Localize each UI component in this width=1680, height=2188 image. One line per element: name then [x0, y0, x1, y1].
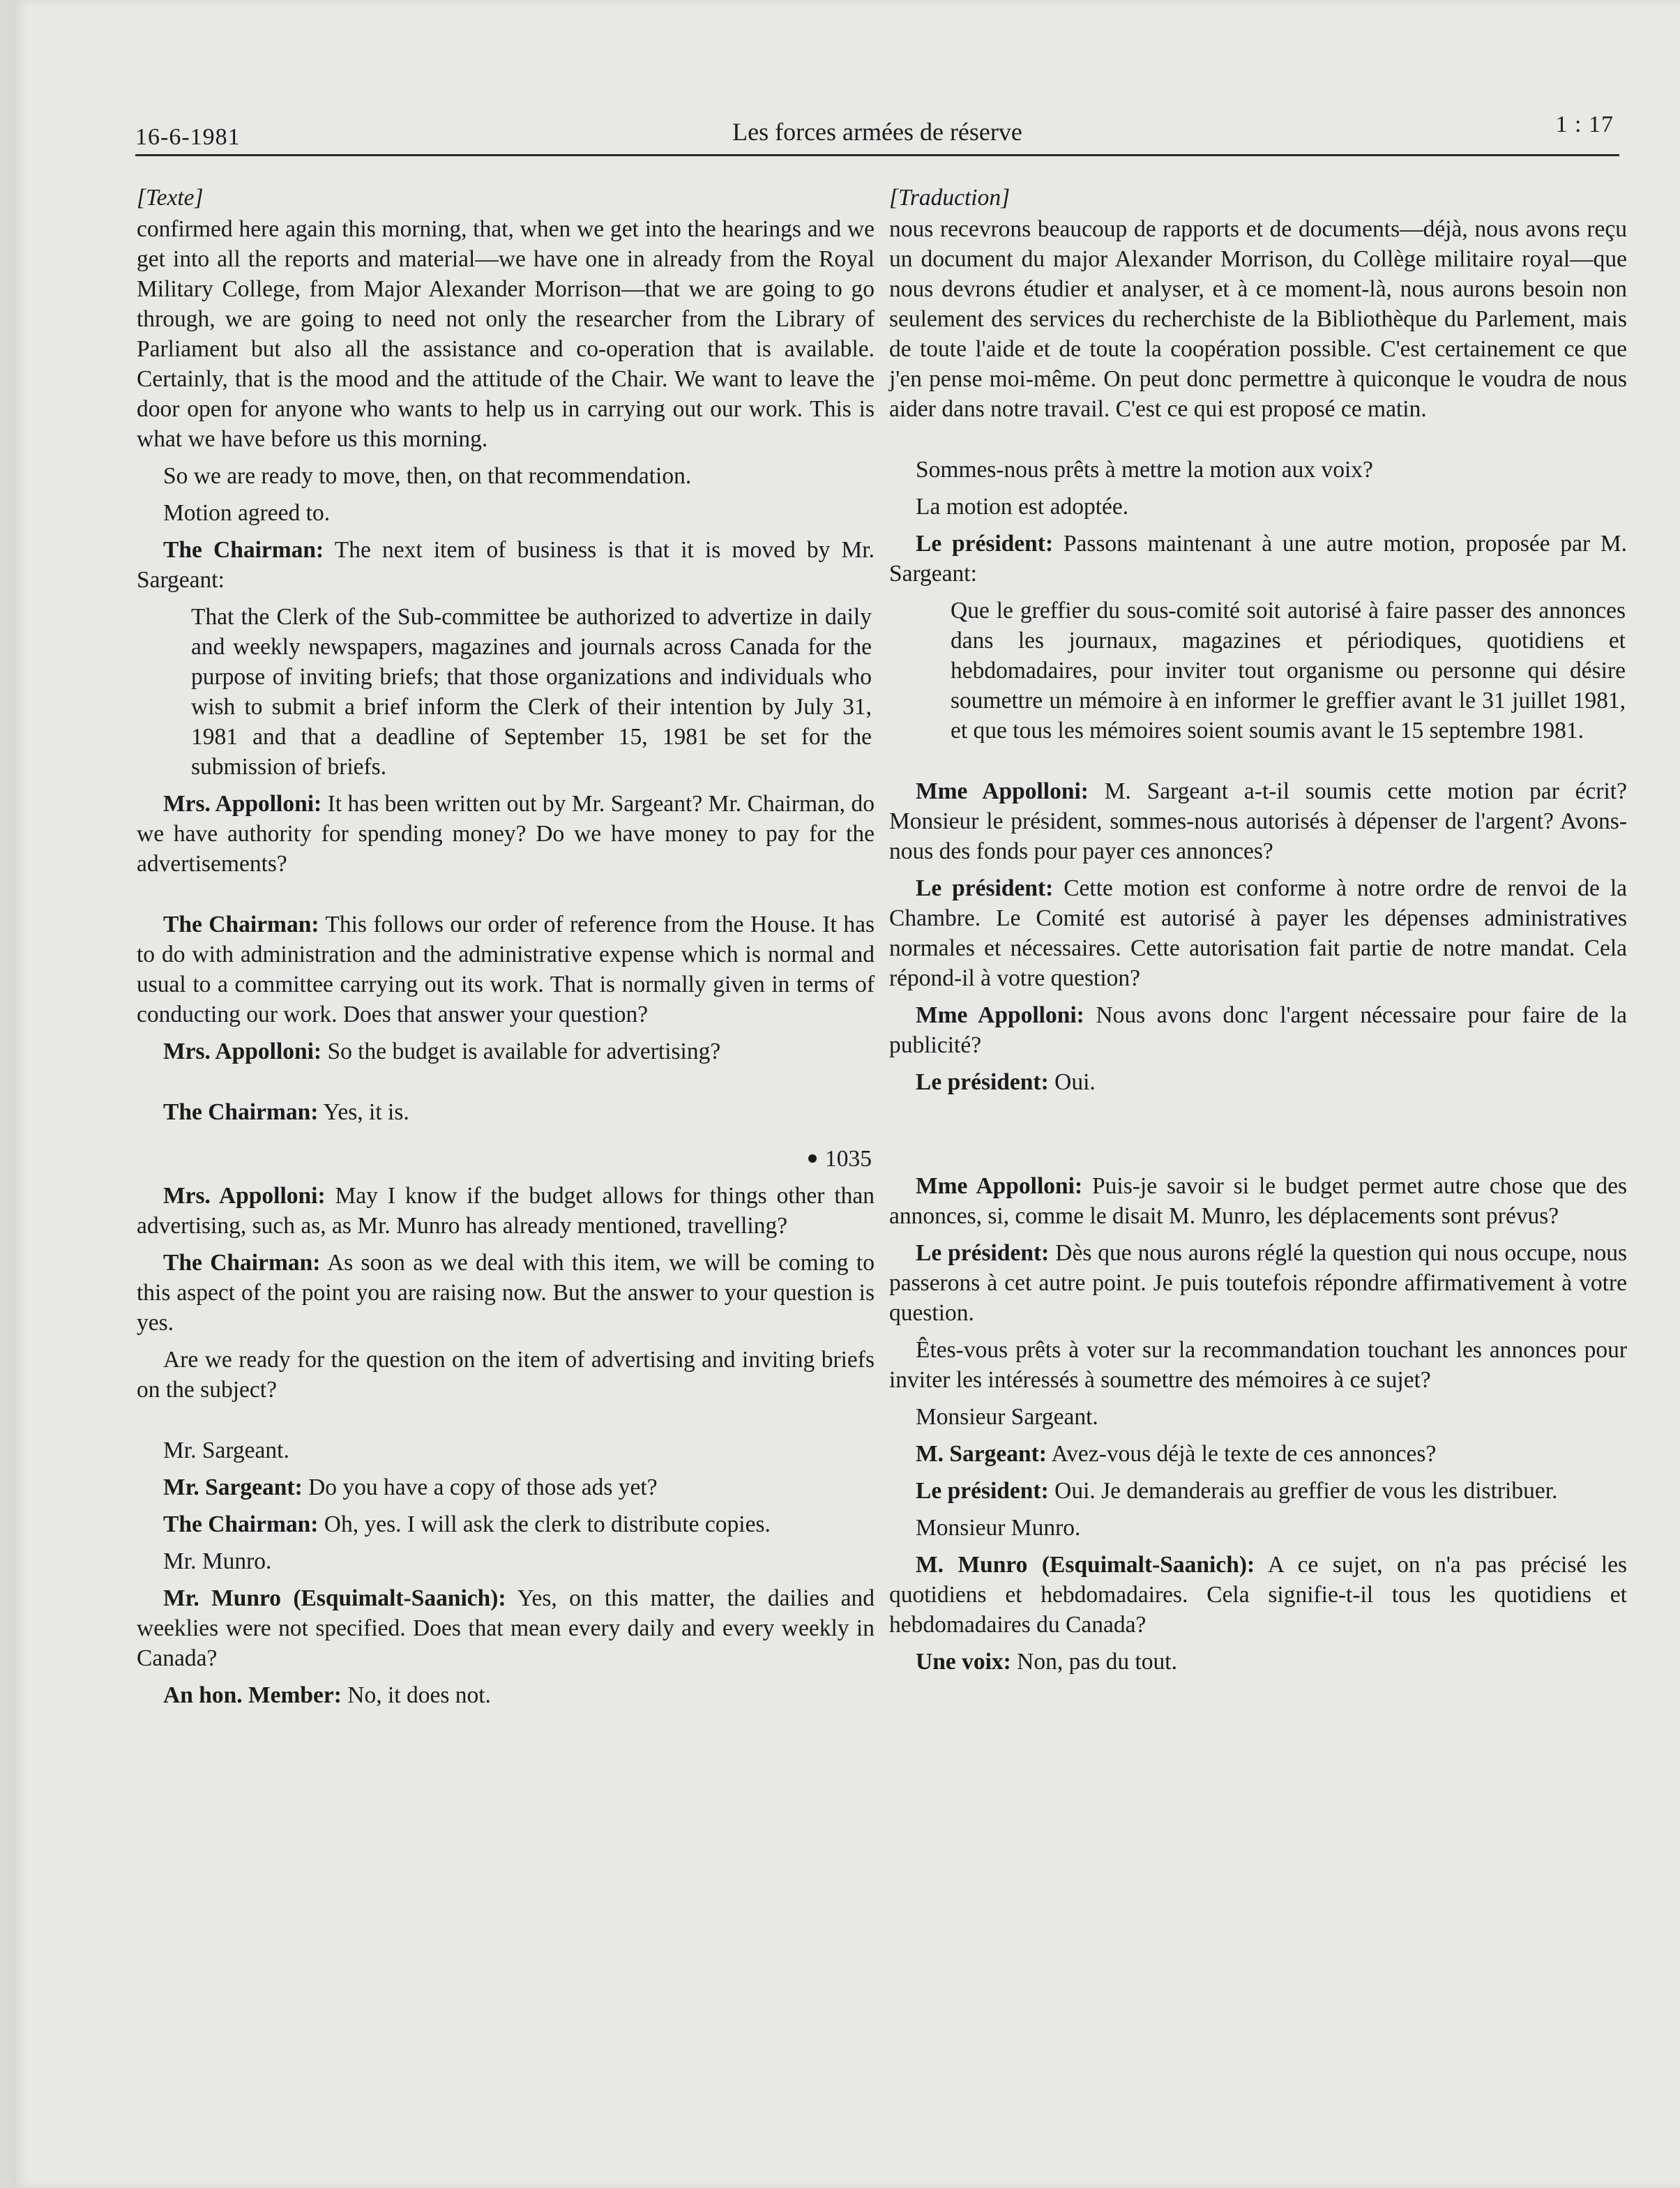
header-page-number: 1 : 17	[1555, 112, 1614, 137]
speech	[889, 776, 1627, 866]
speech-text: So the budget is available for advertising?	[321, 1039, 721, 1064]
speech-text: Avez-vous déjà le texte de ces annonces?	[1046, 1441, 1437, 1467]
speaker-name: Mrs. Appolloni:	[163, 1039, 322, 1064]
speech-text: Passons maintenant à une autre motion, proposée par M. Sargeant:	[889, 531, 1627, 587]
paragraph: La motion est adoptée.	[916, 494, 1129, 520]
speech	[137, 1036, 875, 1066]
speech	[137, 1583, 875, 1673]
speaker-name: Mme Appolloni:	[916, 1002, 1084, 1028]
speech-text: Oui.	[1048, 1069, 1096, 1095]
speech	[889, 1550, 1627, 1640]
paragraph: confirmed here again this morning, that, when we get into the hearings and we get into all the reports and material—we have one in already from the Royal Military College, from Major Alexander Morrison—that we are going to go through, we are going to need not only the researcher from the Library of Parliament but also all the assistance and co-operation that is available. Certainly, that is the mood and the attitude of the Chair. We want to leave the door open for anyone who wants to help us in carrying out our work. This is what we have before us this morning.	[137, 216, 875, 452]
speech-text: Puis-je savoir si le budget permet autre chose que des annonces, si, comme le disait M. Munro, les déplacements sont prévus?	[889, 1173, 1627, 1229]
speech	[137, 1509, 875, 1539]
french-column	[889, 183, 1627, 1677]
speech	[137, 535, 875, 595]
speaker-name: Le président:	[916, 1240, 1050, 1266]
speech	[889, 1647, 1627, 1677]
speaker-name: Une voix:	[916, 1649, 1011, 1675]
speech	[889, 1000, 1627, 1060]
header-rule	[135, 154, 1619, 156]
speaker-name: Mme Appolloni:	[916, 1173, 1083, 1199]
paragraph: Monsieur Munro.	[916, 1515, 1081, 1541]
speaker-name: The Chairman:	[163, 1250, 321, 1276]
speaker-name: Mrs. Appolloni:	[163, 791, 322, 817]
speech-text: Oh, yes. I will ask the clerk to distribute copies.	[318, 1511, 771, 1537]
speech	[137, 910, 875, 1029]
motion-quote: Que le greffier du sous-comité soit autorisé à faire passer des annonces dans les journaux, magazines et périodiques, quotidiens et hebdomadaires, pour inviter tout organisme ou personne qui désire soumettre un mémoire à en informer le greffier avant le 31 juillet 1981, et que tous les mémoires soient soumis avant le 15 septembre 1981.	[951, 598, 1626, 744]
speech	[137, 789, 875, 879]
speech	[889, 1067, 1627, 1097]
time-marker-value: 1035	[825, 1146, 872, 1172]
speech-text: Oui. Je demanderais au greffier de vous les distribuer.	[1048, 1478, 1558, 1504]
speech-text: Non, pas du tout.	[1011, 1649, 1177, 1675]
speaker-name: Mme Appolloni:	[916, 778, 1089, 804]
speaker-name: The Chairman:	[163, 1511, 319, 1537]
paragraph: Monsieur Sargeant.	[916, 1404, 1098, 1430]
speech-text: No, it does not.	[341, 1682, 491, 1708]
paragraph: Mr. Sargeant.	[163, 1438, 289, 1463]
header-title: Les forces armées de réserve	[732, 118, 1022, 146]
speech-text: Yes, it is.	[318, 1099, 409, 1125]
speaker-name: The Chairman:	[163, 912, 319, 937]
speech-text: The next item of business is that it is moved by Mr. Sargeant:	[137, 537, 875, 593]
speaker-name: M. Sargeant:	[916, 1441, 1047, 1467]
speech	[889, 1171, 1627, 1231]
paragraph: Mr. Munro.	[163, 1548, 272, 1574]
section-label: [Traduction]	[889, 185, 1011, 211]
speech-text: M. Sargeant a-t-il soumis cette motion par écrit? Monsieur le président, sommes-nous autorisés à dépenser de l'argent? Avons-nous des fonds pour payer ces annonces?	[889, 778, 1627, 864]
speech	[889, 1238, 1627, 1328]
speaker-name: Le président:	[916, 1478, 1049, 1504]
speech-text: Dès que nous aurons réglé la question qui nous occupe, nous passerons à cet autre point. Je puis toutefois répondre affirmativement à votre question.	[889, 1240, 1627, 1326]
speech	[137, 1472, 875, 1502]
speaker-name: Le président:	[916, 1069, 1049, 1095]
header-date: 16-6-1981	[135, 124, 241, 150]
speech-text: Do you have a copy of those ads yet?	[302, 1474, 658, 1500]
time-marker	[137, 1144, 875, 1174]
paragraph: nous recevrons beaucoup de rapports et de documents—déjà, nous avons reçu un document du major Alexander Morrison, du Collège militaire royal—que nous devrons étudier et analyser, et à ce moment-là, nous aurons besoin non seulement des services du recherchiste de la Bibliothèque du Parlement, mais de toute l'aide et de toute la coopération possible. C'est certainement ce que j'en pense moi-même. On peut donc permettre à quiconque le voudra de nous aider dans notre travail. C'est ce qui est proposé ce matin.	[889, 216, 1627, 422]
paragraph: So we are ready to move, then, on that recommendation.	[163, 463, 692, 489]
speaker-name: The Chairman:	[163, 1099, 319, 1125]
speech	[889, 1476, 1627, 1506]
speaker-name: Mr. Munro (Esquimalt-Saanich):	[163, 1585, 506, 1611]
speaker-name: The Chairman:	[163, 537, 324, 563]
speech-text: As soon as we deal with this item, we will be coming to this aspect of the point you are raising now. But the answer to your question is yes.	[137, 1250, 875, 1336]
speech-text: Nous avons donc l'argent nécessaire pour faire de la publicité?	[889, 1002, 1627, 1058]
bullet-icon	[808, 1154, 817, 1163]
speaker-name: An hon. Member:	[163, 1682, 342, 1708]
speech-text: It has been written out by Mr. Sargeant? Mr. Chairman, do we have authority for spending money? Do we have money to pay for the advertisements?	[137, 791, 875, 877]
speaker-name: Mrs. Appolloni:	[163, 1183, 326, 1209]
speech-text: Cette motion est conforme à notre ordre de renvoi de la Chambre. Le Comité est autorisé à payer les dépenses administratives normales et nécessaires. Cette autorisation fait partie de notre mandat. Cela répond-il à votre question?	[889, 875, 1627, 991]
english-column	[137, 183, 875, 1710]
paragraph: Motion agreed to.	[163, 500, 331, 526]
motion-quote: That the Clerk of the Sub-committee be authorized to advertize in daily and weekly newspapers, magazines and journals across Canada for the purpose of inviting briefs; that those organizations and individuals who wish to submit a brief inform the Clerk of their intention by July 31, 1981 and that a deadline of September 15, 1981 be set for the submission of briefs.	[191, 604, 872, 780]
speech-text: A ce sujet, on n'a pas précisé les quotidiens et hebdomadaires. Cela signifie-t-il tous les quotidiens et hebdomadaires du Canada?	[889, 1552, 1627, 1638]
speaker-name: M. Munro (Esquimalt-Saanich):	[916, 1552, 1255, 1578]
speaker-name: Le président:	[916, 875, 1054, 901]
speech	[889, 1439, 1627, 1469]
section-label: [Texte]	[137, 185, 204, 211]
paragraph: Êtes-vous prêts à voter sur la recommandation touchant les annonces pour inviter les intéressés à soumettre des mémoires à ce sujet?	[889, 1337, 1627, 1393]
document-page	[13, 0, 1680, 2188]
speech	[889, 873, 1627, 993]
speech	[137, 1248, 875, 1338]
speaker-name: Mr. Sargeant:	[163, 1474, 303, 1500]
speech-text: May I know if the budget allows for things other than advertising, such as, as Mr. Munro has already mentioned, travelling?	[137, 1183, 875, 1239]
speech-text: Yes, on this matter, the dailies and weeklies were not specified. Does that mean every daily and every weekly in Canada?	[137, 1585, 875, 1671]
speech	[889, 529, 1627, 589]
paragraph: Are we ready for the question on the item of advertising and inviting briefs on the subject?	[137, 1347, 875, 1403]
page-header	[135, 112, 1619, 153]
speaker-name: Le président:	[916, 531, 1054, 557]
speech	[137, 1680, 875, 1710]
paragraph: Sommes-nous prêts à mettre la motion aux voix?	[916, 457, 1373, 483]
speech-text: This follows our order of reference from the House. It has to do with administration and the administrative expense which is normal and usual to a committee carrying out its work. That is normally given in terms of conducting our work. Does that answer your question?	[137, 912, 875, 1027]
speech	[137, 1097, 875, 1127]
speech	[137, 1181, 875, 1241]
